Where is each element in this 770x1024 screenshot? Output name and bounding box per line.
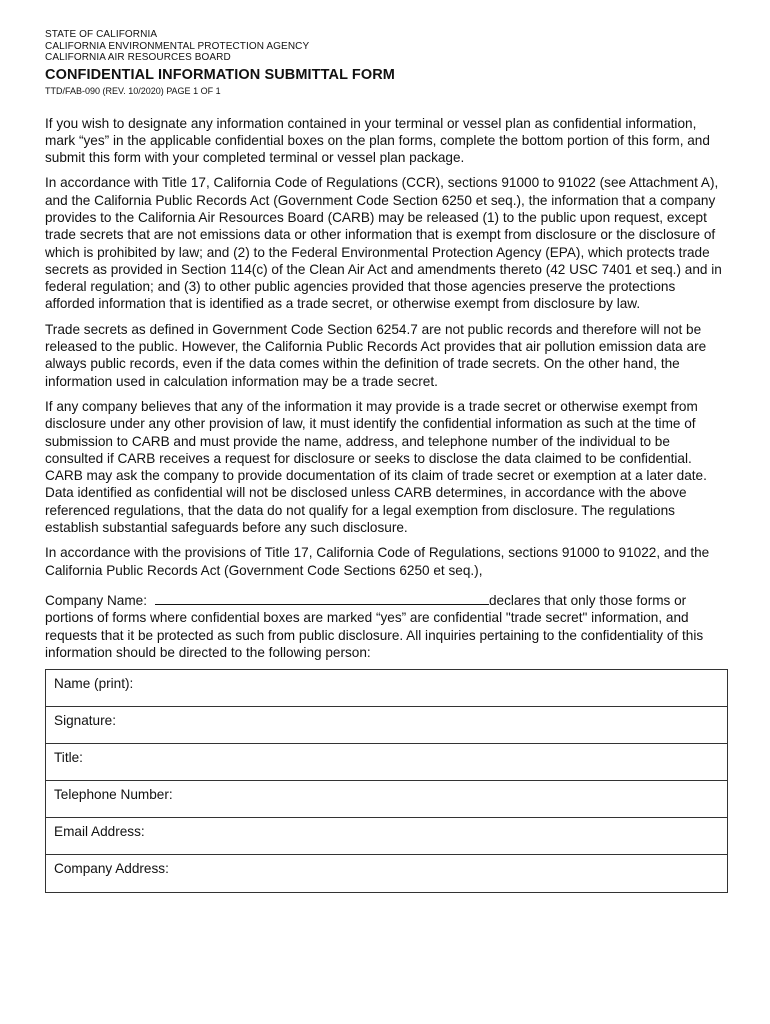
title-field[interactable]: [46, 744, 727, 781]
signature-field[interactable]: [46, 707, 727, 744]
company-declaration-text: portions of forms where confidential boxes are marked “yes” are confidential "trade secret" information, and requests that it be protected as such from public disclosure. All inquiries pertaining to the confidentiality of this information should be directed to the following person:: [45, 610, 704, 660]
company-declaration: [45, 591, 728, 661]
form-page: [45, 29, 728, 893]
telephone-field[interactable]: [46, 781, 727, 818]
agency-header: [45, 29, 728, 97]
company-name-label: Company Name:: [45, 592, 147, 608]
provisions-paragraph: In accordance with the provisions of Title 17, California Code of Regulations, sections 91000 to 91022, and the California Public Records Act (Government Code Sections 6250 et seq.),: [45, 545, 710, 578]
email-label: Email Address:: [54, 824, 145, 840]
company-address-field[interactable]: [46, 855, 727, 892]
ccr-paragraph: In accordance with Title 17, California Code of Regulations (CCR), sections 91000 to 91022 (see Attachment A), and the California Public Records Act (Government Code Section 6250 et seq.), the information that a company provides to the California Air Resources Board (CARB) may be released (1) to the public upon request, except trade secrets that are not emissions data or other information that is exempt from disclosure or the disclosure of which is prohibited by law; and (2) to the Federal Environmental Protection Agency (EPA), which protects trade secrets as provided in Section 114(c) of the Clean Air Act and amendments thereto (42 USC 7401 et seq.) and in federal regulation; and (3) to other public agencies provided that those agencies preserve the protections afforded information that is identified as a trade secret, or otherwise exempt from disclosure by law.: [45, 175, 722, 312]
name-print-label: Name (print):: [54, 676, 134, 692]
intro-paragraph: If you wish to designate any information contained in your terminal or vessel plan as confidential information, mark “yes” in the applicable confidential boxes on the plan forms, complete the bottom portion of this form, and submit this form with your completed terminal or vessel plan package.: [45, 115, 710, 166]
title-label: Title:: [54, 750, 83, 766]
form-number: TTD/FAB-090 (REV. 10/2020) PAGE 1 OF 1: [45, 85, 221, 96]
email-field[interactable]: [46, 818, 727, 855]
signature-label: Signature:: [54, 713, 116, 729]
agency-line: CALIFORNIA ENVIRONMENTAL PROTECTION AGENCY: [45, 40, 310, 52]
form-title: CONFIDENTIAL INFORMATION SUBMITTAL FORM: [45, 66, 395, 83]
trade-secrets-paragraph: Trade secrets as defined in Government Code Section 6254.7 are not public records and therefore will not be released to the public. However, the California Public Records Act provides that air pollution emission data are always public records, even if the data comes within the definition of trade secrets. On the other hand, the information used in calculation information may be a trade secret.: [45, 321, 707, 389]
company-name-field[interactable]: [155, 591, 489, 605]
company-declaration-suffix: declares that only those forms or: [489, 592, 687, 608]
company-belief-paragraph: If any company believes that any of the information it may provide is a trade secret or otherwise exempt from disclosure under any other provision of law, it must identify the confidential information as such at the time of submission to CARB and must provide the name, address, and telephone number of the individual to be consulted if CARB receives a request for disclosure or seeks to disclose the data claimed to be confidential. CARB may ask the company to provide documentation of its claim of trade secret or exemption at a later date. Data identified as confidential will not be disclosed unless CARB determines, in accordance with the above referenced regulations, that the data do not qualify for a legal exemption from disclosure. The regulations establish substantial safeguards before any such disclosure.: [45, 398, 707, 536]
form-body: [45, 115, 728, 662]
name-print-field[interactable]: [46, 670, 727, 707]
telephone-label: Telephone Number:: [54, 787, 173, 803]
company-address-label: Company Address:: [54, 861, 169, 877]
board-line: CALIFORNIA AIR RESOURCES BOARD: [45, 52, 231, 63]
state-line: STATE OF CALIFORNIA: [45, 29, 158, 40]
contact-table: [45, 669, 728, 893]
